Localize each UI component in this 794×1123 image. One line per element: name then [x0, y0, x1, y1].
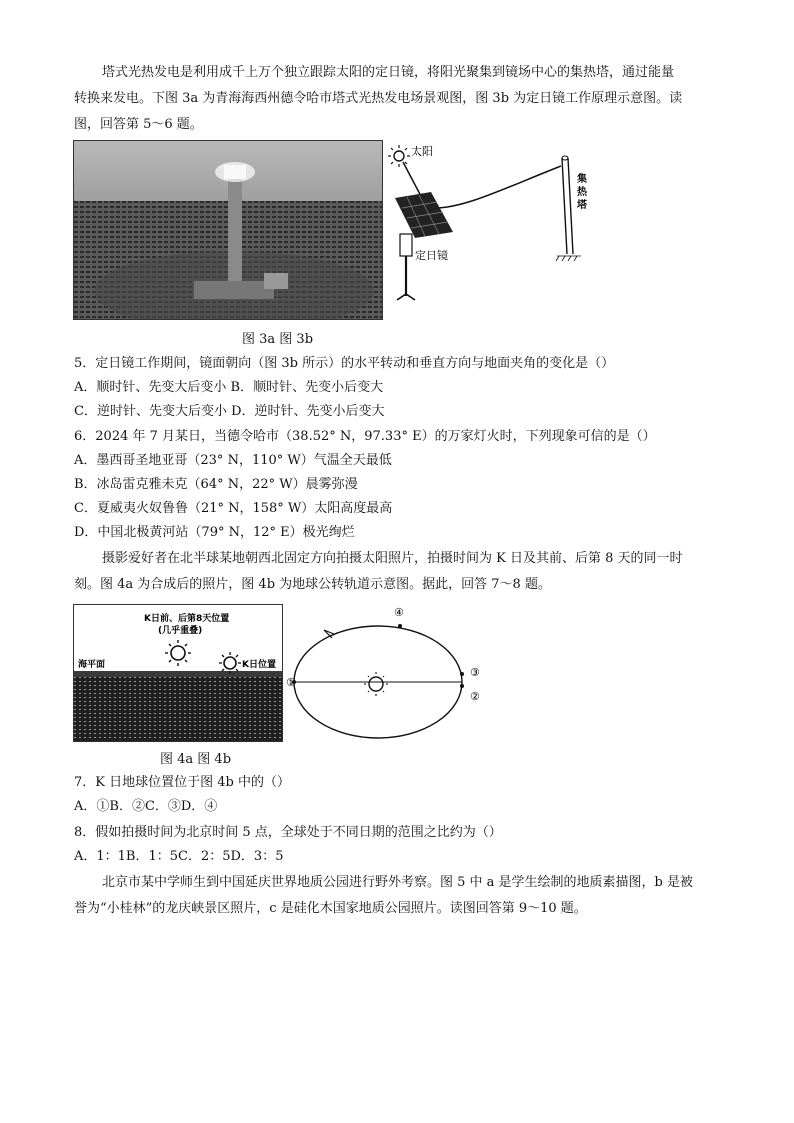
q5-stem: 5．定日镜工作期间，镜面朝向（图 3b 所示）的水平转动和垂直方向与地面夹角的变化是（） [74, 356, 615, 371]
q7-options: A．①B．②C．③D．④ [74, 799, 218, 814]
orbit-point-2 [460, 684, 464, 688]
label-tower-2: 热 [577, 187, 587, 198]
q6-option-a: A．墨西哥圣地亚哥（23° N，110° W）气温全天最低 [74, 453, 392, 468]
q6-option-c: C．夏威夷火奴鲁鲁（21° N，158° W）太阳高度最高 [74, 501, 393, 516]
figure-3-caption: 图 3a 图 3b [242, 332, 314, 347]
q6-option-b: B．冰岛雷克雅未克（64° N，22° W）晨雾弥漫 [74, 477, 358, 492]
label-tower-1: 集 [577, 174, 587, 185]
collector-tower [562, 156, 573, 254]
orbit-label-3: ③ [470, 666, 480, 679]
orbit-point-4 [398, 624, 402, 628]
q7-stem: 7．K 日地球位置位于图 4b 中的（） [74, 775, 290, 790]
solar-field-image [74, 141, 382, 319]
intro3-line1: 北京市某中学师生到中国延庆世界地质公园进行野外考察。图 5 中 a 是学生绘制的地质素描图，b 是被 [102, 875, 694, 890]
label-sun: 太阳 [411, 145, 433, 158]
q8-stem: 8．假如拍摄时间为北京时间 5 点，全球处于不同日期的范围之比约为（） [74, 825, 502, 840]
intro1-line1: 塔式光热发电是利用成千上万个独立跟踪太阳的定日镜，将阳光聚集到镜场中心的集热塔，通过能量 [102, 65, 675, 80]
figure-4a-photo [73, 604, 283, 742]
sun-icon [388, 145, 410, 167]
label-tower-3: 塔 [577, 200, 587, 211]
q6-stem: 6．2024 年 7 月某日，当德令哈市（38.52° N，97.33° E）的万家灯火时，下列现象可信的是（） [74, 429, 656, 444]
q5-options-cd: C．逆时针、先变大后变小 D．逆时针、先变小后变大 [74, 404, 385, 419]
figure-4-caption: 图 4a 图 4b [160, 752, 232, 767]
mirror-motor [400, 234, 412, 256]
label-overlap: (几乎重叠) [158, 626, 203, 636]
orbit-point-3 [460, 672, 464, 676]
label-mirror: 定日镜 [415, 249, 448, 262]
center-sun-icon [364, 672, 388, 696]
intro1-line2: 转换来发电。下图 3a 为青海海西州德令哈市塔式光热发电场景观图，图 3b 为定日镜工作原理示意图。读 [74, 91, 683, 106]
intro2-line2: 刻。图 4a 为合成后的照片，图 4b 为地球公转轨道示意图。据此，回答 7～8 题。 [74, 577, 551, 592]
label-k-day: K日位置 [242, 660, 276, 670]
orbit-label-2: ② [470, 690, 480, 703]
orbit-label-1: ① [286, 676, 296, 689]
sunset-photo-image [74, 605, 282, 741]
intro3-line2: 誉为“小桂林”的龙庆峡景区照片，c 是硅化木国家地质公园照片。读图回答第 9～10 题。 [74, 901, 587, 916]
figure-3b-diagram [385, 138, 595, 310]
intro1-line3: 图，回答第 5～6 题。 [74, 117, 203, 132]
figure-4b-orbit-diagram [286, 602, 496, 742]
tower-ground-hatch [556, 256, 581, 261]
q5-options-ab: A．顺时针、先变大后变小 B．顺时针、先变小后变大 [74, 380, 384, 395]
heliostat-mirror [395, 192, 453, 238]
orbit-label-4: ④ [394, 606, 404, 619]
reflect-line [435, 166, 561, 208]
label-sea-level: 海平面 [78, 660, 106, 670]
figure-3a-photo [73, 140, 383, 320]
q8-options: A．1：1B．1：5C．2：5D．3：5 [74, 849, 284, 864]
mirror-base [397, 294, 415, 300]
intro2-line1: 摄影爱好者在北半球某地朝西北固定方向拍摄太阳照片，拍摄时间为 K 日及其前、后第 8 天的同一时 [102, 551, 683, 566]
label-before-after: K日前、后第8天位置 [144, 614, 230, 624]
q6-option-d: D．中国北极黄河站（79° N，12° E）极光绚烂 [74, 525, 355, 540]
